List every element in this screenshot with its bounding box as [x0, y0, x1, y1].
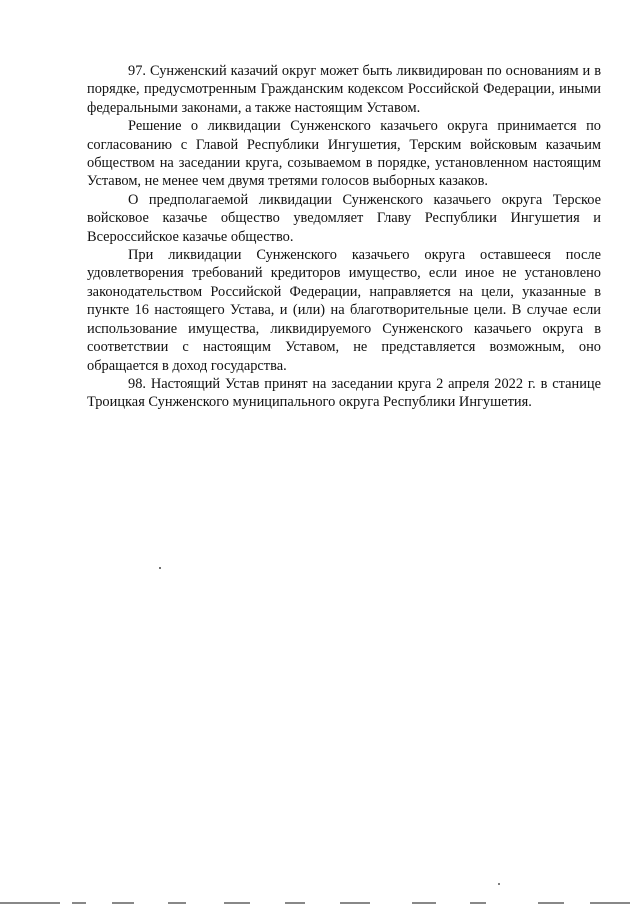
scan-speck: [159, 567, 161, 569]
paragraph-liquidation-notice: О предполагаемой ликвидации Сунженского казачьего округа Терское войсковое казачье общество уведомляет Главу Республики Ингушетия и Всероссийское казачье общество.: [87, 191, 601, 245]
paragraph-liquidation-decision: Решение о ликвидации Сунженского казачьего округа принимается по согласованию с Главой Республики Ингушетия, Терским войсковым казачьим обществом на заседании круга, созываемом в порядке, установленном настоящим Уставом, не менее чем двумя третями голосов выборных казаков.: [87, 118, 601, 190]
paragraph-98: 98. Настоящий Устав принят на заседании круга 2 апреля 2022 г. в станице Троицкая Сунженского муниципального округа Республики Ингушетия.: [87, 375, 601, 411]
paragraph-97: 97. Сунженский казачий округ может быть ликвидирован по основаниям и в порядке, предусмотренным Гражданским кодексом Российской Федерации, иными федеральными законами, а также настоящим Уставом.: [87, 63, 601, 116]
document-page: [87, 62, 601, 412]
scan-bottom-edge: [0, 899, 640, 905]
paragraph-property-distribution: При ликвидации Сунженского казачьего округа оставшееся после удовлетворения требований кредиторов имущество, если иное не установлено законодательством Российской Федерации, направляется на цели, указанные в пункте 16 настоящего Устава, и (или) на благотворительные цели. В случае если использование имущества, ликвидируемого Сунженского казачьего округа в соответствии с настоящим Уставом, не представляется возможным, оно обращается в доход государства.: [87, 247, 601, 374]
scan-speck: [498, 883, 500, 885]
